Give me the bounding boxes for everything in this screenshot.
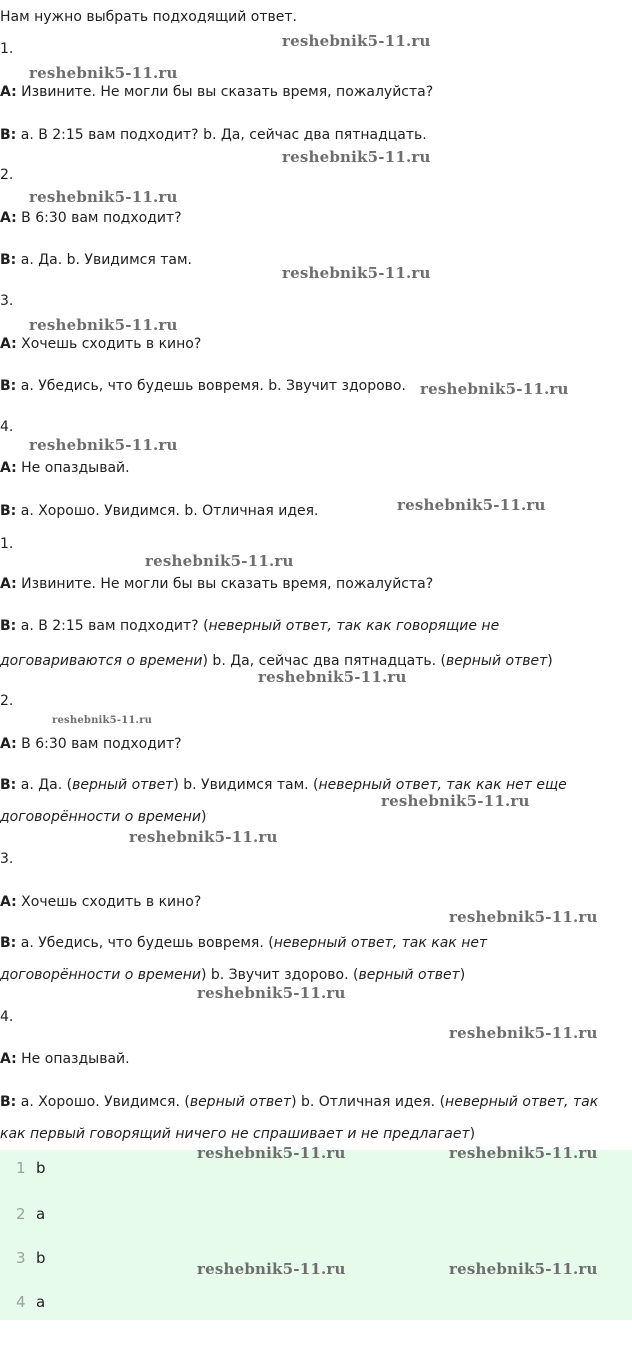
dialogue-text: a. Да. ( <box>20 777 73 793</box>
watermark: reshebnik5-11.ru <box>197 984 346 1002</box>
explanation-text: верный ответ <box>446 653 548 669</box>
answers-panel <box>0 1150 632 1320</box>
speaker-a-line <box>0 83 433 101</box>
answer-value: a <box>36 1205 46 1223</box>
question-number: 4. <box>0 419 14 435</box>
answer-number: 4 <box>16 1293 26 1311</box>
dialogue-text: Не опаздывай. <box>21 1051 130 1067</box>
answer-number: 1 <box>16 1159 26 1177</box>
dialogue-text: a. Убедись, что будешь вовремя. b. Звучит здорово. <box>20 378 406 394</box>
watermark: reshebnik5-11.ru <box>420 380 569 398</box>
dialogue-text: Извините. Не могли бы вы сказать время, пожалуйста? <box>21 576 434 592</box>
answer-number: 2 <box>16 1205 26 1223</box>
speaker-a-label: A: <box>0 460 17 476</box>
speaker-a-line <box>0 209 182 227</box>
watermark: reshebnik5-11.ru <box>449 908 598 926</box>
watermark: reshebnik5-11.ru <box>197 1144 346 1162</box>
speaker-b-label: B: <box>0 378 17 394</box>
dialogue-text: ) <box>469 1126 476 1142</box>
speaker-a-label: A: <box>0 1051 17 1067</box>
speaker-b-label: B: <box>0 127 17 143</box>
dialogue-text: ) <box>200 809 207 825</box>
answer-value: b <box>36 1159 46 1177</box>
dialogue-text: a. Хорошо. Увидимся. b. Отличная идея. <box>20 503 319 519</box>
explanation-text: договорённости о времени <box>0 967 201 983</box>
dialogue-text: a. В 2:15 вам подходит? b. Да, сейчас два пятнадцать. <box>20 127 427 143</box>
speaker-a-line <box>0 575 433 593</box>
watermark: reshebnik5-11.ru <box>29 316 178 334</box>
watermark: reshebnik5-11.ru <box>29 64 178 82</box>
speaker-a-label: A: <box>0 894 17 910</box>
speaker-a-line <box>0 735 182 753</box>
dialogue-text: ) <box>547 653 553 669</box>
question-number: 1. <box>0 536 14 552</box>
speaker-b-label: B: <box>0 618 17 634</box>
watermark: reshebnik5-11.ru <box>29 436 178 454</box>
explanation-text: верный ответ <box>358 967 460 983</box>
question-number: 2. <box>0 693 14 709</box>
watermark: reshebnik5-11.ru <box>258 668 407 686</box>
speaker-b-label: B: <box>0 1094 17 1110</box>
question-number: 4. <box>0 1009 14 1025</box>
explanation-text: неверный ответ, так как нет <box>273 935 488 951</box>
speaker-a-label: A: <box>0 336 17 352</box>
dialogue-text: Извините. Не могли бы вы сказать время, пожалуйста? <box>21 84 434 100</box>
explanation-text: неверный ответ, так как говорящие не <box>208 618 500 634</box>
speaker-b-label: B: <box>0 503 17 519</box>
answer-value: b <box>36 1249 46 1267</box>
dialogue-text: ) b. Увидимся там. ( <box>173 777 319 793</box>
dialogue-text: ) b. Звучит здорово. ( <box>200 967 359 983</box>
watermark: reshebnik5-11.ru <box>449 1024 598 1042</box>
speaker-a-label: A: <box>0 736 17 752</box>
watermark: reshebnik5-11.ru <box>449 1144 598 1162</box>
dialogue-text: ) b. Да, сейчас два пятнадцать. ( <box>202 653 447 669</box>
dialogue-text: a. В 2:15 вам подходит? ( <box>20 618 209 634</box>
speaker-a-line <box>0 335 201 353</box>
answer-row <box>16 1248 46 1268</box>
explanation-text: договорённости о времени <box>0 809 201 825</box>
question-number: 3. <box>0 293 14 309</box>
watermark: reshebnik5-11.ru <box>381 792 530 810</box>
dialogue-text: В 6:30 вам подходит? <box>21 210 182 226</box>
dialogue-continuation <box>0 1125 475 1143</box>
answer-number: 3 <box>16 1249 26 1267</box>
watermark: reshebnik5-11.ru <box>282 264 431 282</box>
watermark: reshebnik5-11.ru <box>282 148 431 166</box>
dialogue-text: a. Хорошо. Увидимся. ( <box>20 1094 190 1110</box>
dialogue-text: Хочешь сходить в кино? <box>21 336 202 352</box>
speaker-b-line <box>0 1093 598 1111</box>
speaker-a-line <box>0 1050 130 1068</box>
speaker-b-line <box>0 377 406 395</box>
dialogue-text: a. Да. b. Увидимся там. <box>20 252 192 268</box>
answer-value: a <box>36 1293 46 1311</box>
explanation-text: договариваются о времени <box>0 653 203 669</box>
question-number: 1. <box>0 41 14 57</box>
speaker-b-line <box>0 934 487 952</box>
watermark: reshebnik5-11.ru <box>129 828 278 846</box>
watermark: reshebnik5-11.ru <box>397 496 546 514</box>
speaker-b-label: B: <box>0 777 17 793</box>
question-number: 2. <box>0 167 14 183</box>
explanation-text: как первый говорящий ничего не спрашивает и не предлагает <box>0 1126 470 1142</box>
watermark: reshebnik5-11.ru <box>29 188 178 206</box>
explanation-text: верный ответ <box>189 1094 292 1110</box>
speaker-a-label: A: <box>0 210 17 226</box>
speaker-a-label: A: <box>0 576 17 592</box>
dialogue-text: ) b. Отличная идея. ( <box>291 1094 446 1110</box>
explanation-text: верный ответ <box>72 777 174 793</box>
speaker-b-line <box>0 502 319 520</box>
watermark: reshebnik5-11.ru <box>197 1260 346 1278</box>
speaker-b-label: B: <box>0 935 17 951</box>
dialogue-continuation <box>0 808 206 826</box>
question-number: 3. <box>0 851 14 867</box>
speaker-b-line <box>0 251 192 269</box>
dialogue-text: В 6:30 вам подходит? <box>21 736 182 752</box>
speaker-a-label: A: <box>0 84 17 100</box>
answer-row <box>16 1292 45 1312</box>
explanation-text: неверный ответ, так <box>445 1094 599 1110</box>
speaker-b-line <box>0 617 499 635</box>
answer-row <box>16 1158 46 1178</box>
speaker-b-label: B: <box>0 252 17 268</box>
answer-row <box>16 1204 45 1224</box>
explanation-text: неверный ответ, так как нет еще <box>318 777 567 793</box>
intro-text: Нам нужно выбрать подходящий ответ. <box>0 9 297 25</box>
watermark: reshebnik5-11.ru <box>449 1260 598 1278</box>
watermark: reshebnik5-11.ru <box>282 32 431 50</box>
watermark: reshebnik5-11.ru <box>145 552 294 570</box>
dialogue-text: Не опаздывай. <box>21 460 130 476</box>
speaker-a-line <box>0 893 201 911</box>
dialogue-text: a. Убедись, что будешь вовремя. ( <box>20 935 274 951</box>
watermark: reshebnik5-11.ru <box>52 715 153 726</box>
speaker-b-line <box>0 126 427 144</box>
dialogue-continuation <box>0 966 465 984</box>
speaker-a-line <box>0 459 130 477</box>
dialogue-text: Хочешь сходить в кино? <box>21 894 202 910</box>
dialogue-text: ) <box>459 967 466 983</box>
